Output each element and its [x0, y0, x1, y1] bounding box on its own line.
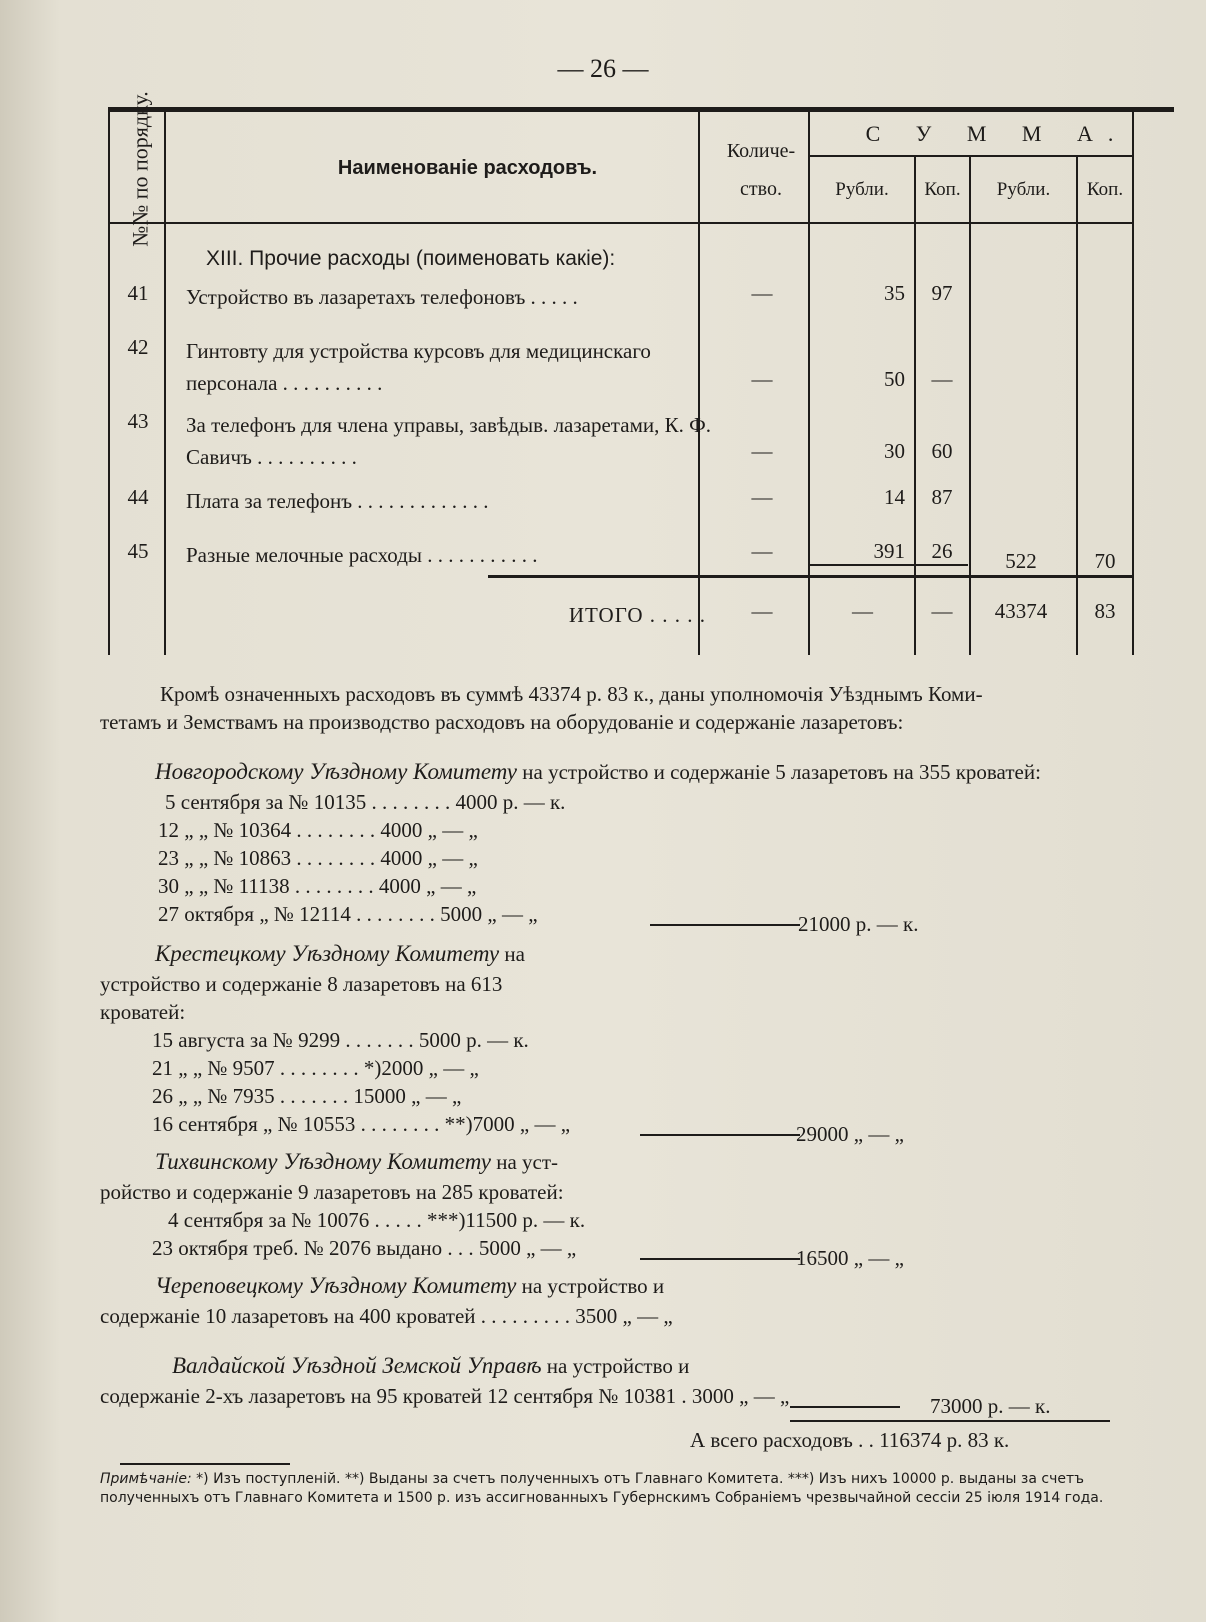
row-quantity: — — [751, 539, 773, 563]
row-kopecks: — — [931, 367, 953, 391]
total-rubles-1: — — [852, 599, 873, 623]
novgorod-subtotal: 21000 р. — к. — [798, 912, 919, 936]
section-heading: XIII. Прочие расходы (поименовать какіе): — [206, 247, 616, 270]
total-label: ИТОГО . . . . . — [568, 603, 706, 627]
row-name: Плата за телефонъ . . . . . . . . . . . . . — [186, 489, 489, 513]
header-name: Наименованіе расходовъ. — [337, 157, 598, 179]
row-quantity: — — [751, 367, 773, 391]
total-kopecks-1: — — [931, 599, 953, 623]
tikhvin-subtotal: 16500 „ — „ — [796, 1246, 904, 1270]
valdai-heading: Валдайской Уѣздной Земской Управѣ на устройство и — [172, 1353, 690, 1378]
row-rubles: 391 — [873, 539, 905, 563]
row-name: Устройство въ лазаретахъ телефоновъ . . . . . — [186, 285, 578, 309]
novgorod-item: 30 „ „ № 11138 . . . . . . . . 4000 „ — „ — [158, 874, 477, 898]
row-rubles-total: 522 — [1005, 549, 1037, 573]
row-kopecks: 60 — [931, 439, 953, 463]
total-rule — [488, 575, 1132, 578]
header-kopecks-2: Коп. — [1086, 179, 1124, 200]
row-name: За телефонъ для члена управы, завѣдыв. лазаретами, К. Ф. Савичъ . . . . . . . . . . — [186, 413, 711, 469]
kresttsy-item: 21 „ „ № 9507 . . . . . . . . *)2000 „ — „ — [152, 1056, 479, 1080]
header-kopecks-1: Коп. — [924, 179, 961, 200]
row-name: Гинтовту для устройства курсовъ для медицинскаго персонала . . . . . . . . . . — [186, 339, 651, 395]
header-quantity-line2: ство. — [740, 178, 782, 200]
row-kopecks: 97 — [931, 281, 953, 305]
row-quantity: — — [751, 281, 773, 305]
tikhvin-heading: Тихвинскому Уѣздному Комитету на уст- — [155, 1149, 559, 1174]
table-top-rule — [108, 107, 1174, 112]
novgorod-item: 23 „ „ № 10863 . . . . . . . . 4000 „ — „ — [158, 846, 478, 870]
summa-divider — [808, 155, 1132, 157]
tikhvin-rule — [640, 1258, 800, 1260]
kresttsy-rule — [640, 1134, 800, 1136]
header-rubles-1: Рубли. — [835, 179, 889, 200]
header-bottom-rule — [108, 222, 1132, 224]
row-rubles: 14 — [884, 485, 905, 509]
row-rubles: 35 — [884, 281, 905, 305]
header-number: №№ по порядку. — [127, 91, 153, 247]
row-number: 42 — [127, 335, 149, 359]
header-quantity-line1: Количе- — [726, 140, 796, 162]
footnote-label: Примѣчаніе: — [100, 1471, 192, 1487]
kresttsy-subtotal: 29000 „ — „ — [796, 1122, 904, 1146]
novgorod-item: 27 октября „ № 12114 . . . . . . . . 5000 „ — „ — [158, 902, 538, 926]
tikhvin-item: 23 октября треб. № 2076 выдано . . . 5000 „ — „ — [152, 1236, 577, 1260]
intro-line-2: тетамъ и Земствамъ на производство расходовъ на оборудованіе и содержаніе лазаретовъ: — [100, 710, 904, 734]
subtotal-rule — [808, 564, 968, 566]
row-name: Разные мелочные расходы . . . . . . . . . . . — [186, 543, 538, 567]
grand-subtotal-rule — [790, 1420, 1110, 1422]
row-number: 43 — [127, 409, 149, 433]
valdai-line2: содержаніе 2-хъ лазаретовъ на 95 кроватей 12 сентября № 10381 . 3000 „ — „ — [100, 1384, 790, 1408]
valdai-rule — [790, 1406, 900, 1408]
novgorod-item: 5 сентября за № 10135 . . . . . . . . 4000 р. — к. — [165, 790, 566, 814]
col-divider — [969, 155, 971, 655]
kresttsy-item: 15 августа за № 9299 . . . . . . . 5000 р. — к. — [152, 1028, 529, 1052]
header-summa: С У М М А. — [865, 121, 1129, 146]
tikhvin-item: 4 сентября за № 10076 . . . . . ***)11500 р. — к. — [168, 1208, 586, 1232]
all-total: А всего расходовъ . . 116374 р. 83 к. — [690, 1428, 1010, 1452]
expenses-table — [108, 91, 1174, 655]
row-rubles: 30 — [884, 439, 905, 463]
novgorod-heading: Новгородскому Уѣздному Комитету на устройство и содержаніе 5 лазаретовъ на 355 кроватей: — [155, 759, 1041, 784]
grand-subtotal: 73000 р. — к. — [930, 1394, 1051, 1418]
intro-line-1: Кромѣ означенныхъ расходовъ въ суммѣ 43374 р. 83 к., даны уполномочія Уѣзднымъ Коми- — [160, 682, 983, 706]
footnote-text: *) Изъ поступленій. **) Выданы за счетъ полученныхъ отъ Главнаго Комитета. ***) Изъ нихъ 10000 р. выданы за счетъ полученныхъ отъ Главнаго Комитета и 1500 р. изъ ассигнованныхъ Губернскимъ Собраніемъ чрезвычайной сессіи 25 іюля 1914 года. — [100, 1471, 1104, 1506]
row-number: 44 — [127, 485, 149, 509]
total-kopecks-2: 83 — [1094, 599, 1116, 623]
header-rubles-2: Рубли. — [996, 179, 1051, 200]
novgorod-rule — [650, 924, 800, 926]
row-number: 41 — [127, 281, 149, 305]
kresttsy-line3: кроватей: — [100, 1000, 186, 1024]
row-rubles: 50 — [884, 367, 905, 391]
table-right-border — [1132, 107, 1134, 655]
row-quantity: — — [751, 439, 773, 463]
total-quantity: — — [751, 599, 773, 623]
row-quantity: — — [751, 485, 773, 509]
footnote — [100, 1470, 1175, 1508]
kresttsy-item: 16 сентября „ № 10553 . . . . . . . . **)7000 „ — „ — [152, 1112, 571, 1136]
table-left-border — [108, 107, 110, 655]
cherepovets-line2: содержаніе 10 лазаретовъ на 400 кроватей . . . . . . . . . 3500 „ — „ — [100, 1304, 673, 1328]
col-divider — [1076, 155, 1078, 655]
novgorod-item: 12 „ „ № 10364 . . . . . . . . 4000 „ — „ — [158, 818, 478, 842]
row-number: 45 — [127, 539, 149, 563]
row-kopecks: 26 — [931, 539, 953, 563]
footnote-rule — [120, 1463, 290, 1465]
kresttsy-item: 26 „ „ № 7935 . . . . . . . 15000 „ — „ — [152, 1084, 462, 1108]
kresttsy-line2: устройство и содержаніе 8 лазаретовъ на 613 — [100, 972, 503, 996]
cherepovets-heading: Череповецкому Уѣздному Комитету на устройство и — [155, 1273, 665, 1298]
row-kopecks: 87 — [931, 485, 953, 509]
row-kopecks-total: 70 — [1094, 549, 1116, 573]
total-rubles-2: 43374 — [994, 599, 1048, 623]
page-number: — 26 — — [557, 54, 649, 83]
tikhvin-line2: ройство и содержаніе 9 лазаретовъ на 285 кроватей: — [100, 1180, 564, 1204]
col-divider — [914, 155, 916, 655]
kresttsy-heading: Крестецкому Уѣздному Комитету на — [155, 941, 525, 966]
